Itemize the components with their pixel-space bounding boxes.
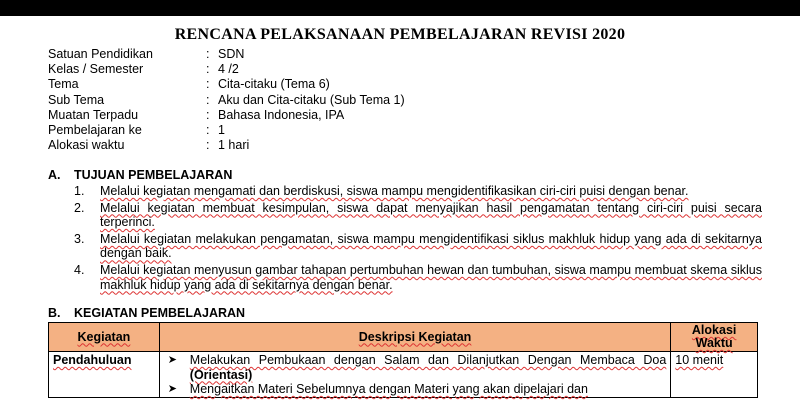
- info-row: Pembelajaran ke : 1: [48, 123, 225, 138]
- info-label: Muatan Terpadu: [48, 107, 139, 122]
- info-row: Muatan Terpadu : Bahasa Indonesia, IPA: [48, 107, 345, 122]
- objective-item: [74, 232, 762, 261]
- info-label: Satuan Pendidikan: [48, 47, 153, 61]
- table-header-row: [49, 323, 758, 352]
- cell-kegiatan: Pendahuluan: [49, 352, 160, 398]
- info-row: Tema : Cita-citaku (Tema 6): [48, 77, 330, 92]
- section-heading-activities: [48, 306, 245, 320]
- objective-item: [74, 201, 762, 230]
- objectives-list: [74, 184, 762, 294]
- info-row: Sub Tema : Aku dan Cita-citaku (Sub Tema 1): [48, 92, 405, 107]
- info-value: 1: [218, 123, 225, 138]
- list-item: [168, 382, 667, 397]
- activities-table: [48, 322, 758, 398]
- info-value: 4 /2: [218, 62, 239, 77]
- info-value: 1 hari: [218, 138, 250, 153]
- objective-item: [74, 263, 762, 292]
- objective-item: [74, 184, 762, 199]
- header-kegiatan: Kegiatan: [49, 323, 160, 352]
- info-label: Alokasi waktu: [48, 138, 125, 153]
- info-label: Kelas / Semester: [48, 62, 144, 77]
- info-value: Bahasa Indonesia, IPA: [218, 107, 345, 122]
- objective-text: Melalui kegiatan melakukan pengamatan, siswa mampu mengidentifikasi siklus makhluk hidup yang ada di sekitarnya dengan baik.: [100, 231, 762, 261]
- bullet-text: Melakukan Pembukaan dengan Salam dan Dilanjutkan Dengan Membaca Doa: [189, 353, 667, 367]
- objective-number: 1.: [74, 184, 85, 198]
- header-deskripsi: Deskripsi Kegiatan: [159, 323, 671, 352]
- info-value: Cita-citaku (Tema 6): [218, 77, 330, 92]
- objective-number: 3.: [74, 231, 85, 246]
- info-label: Sub Tema: [48, 92, 105, 107]
- document-title: RENCANA PELAKSANAAN PEMBELAJARAN REVISI 2020: [174, 26, 626, 43]
- section-letter: A.: [48, 168, 61, 182]
- info-label: Tema: [48, 77, 79, 92]
- header-alokasi: Alokasi Waktu: [671, 323, 758, 352]
- info-label: Pembelajaran ke: [48, 123, 142, 138]
- info-value: Aku dan Cita-citaku (Sub Tema 1): [218, 92, 405, 107]
- info-row: Alokasi waktu : 1 hari: [48, 138, 250, 153]
- arrow-bullet-icon: ➤: [167, 383, 178, 395]
- section-title: KEGIATAN PEMBELAJARAN: [74, 306, 246, 320]
- cell-alokasi: 10 menit: [671, 352, 758, 398]
- table-row: [49, 352, 758, 398]
- section-letter: B.: [48, 306, 61, 320]
- cell-deskripsi: [159, 352, 671, 398]
- section-heading-objectives: [48, 168, 232, 182]
- info-value: SDN: [218, 47, 245, 61]
- info-row: Kelas / Semester : 4 /2: [48, 62, 239, 77]
- objective-text: Melalui kegiatan menyusun gambar tahapan pertumbuhan hewan dan tumbuhan, siswa mampu membuat skema siklus makhluk hidup yang ada di sekitarnya dengan benar.: [100, 262, 762, 292]
- objective-number: 4.: [74, 262, 85, 277]
- list-item: [168, 353, 667, 382]
- info-row: Satuan Pendidikan : SDN: [48, 47, 245, 61]
- section-title: TUJUAN PEMBELAJARAN: [74, 168, 233, 182]
- bullet-bold-text: (Orientasi): [189, 367, 253, 382]
- info-block: [48, 47, 405, 153]
- window-top-bar: [0, 0, 800, 16]
- objective-text: Melalui kegiatan mengamati dan berdiskusi, siswa mampu mengidentifikasikan ciri-ciri puisi dengan benar.: [100, 184, 689, 198]
- objective-number: 2.: [74, 200, 85, 215]
- arrow-bullet-icon: ➤: [167, 354, 178, 366]
- objective-text: Melalui kegiatan membuat kesimpulan, siswa dapat menyajikan hasil pengamatan tentang ciri-ciri puisi secara terperinci.: [100, 200, 762, 230]
- bullet-text: Mengaitkan Materi Sebelumnya dengan Materi yang akan dipelajari dan: [189, 382, 588, 396]
